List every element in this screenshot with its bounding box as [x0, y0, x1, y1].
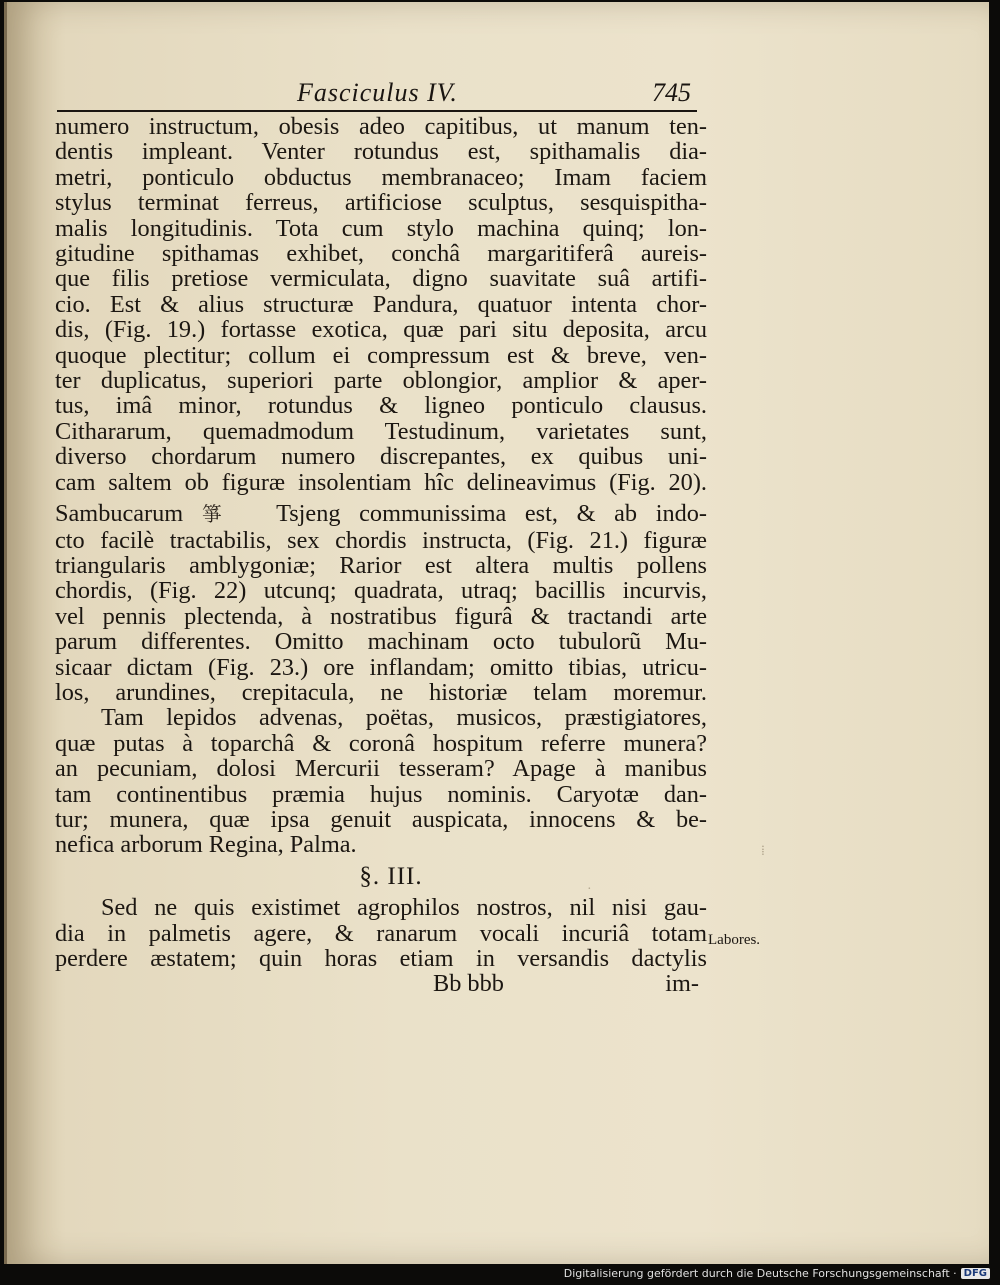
- text-line: Tam lepidos advenas, poëtas, musicos, præstigiatores,: [101, 704, 707, 732]
- chinese-character: 箏: [201, 502, 222, 527]
- text-line: quæ putas à toparchâ & coronâ hospitum referre munera?: [55, 729, 707, 757]
- text-line: diverso chordarum numero discrepantes, ex quibus uni-: [55, 443, 707, 471]
- text-line: quoque plectitur; collum ei compressum est & breve, ven-: [55, 341, 707, 369]
- bleed-through-mark: ⁞: [761, 844, 765, 859]
- running-title: Fasciculus IV.: [297, 78, 458, 107]
- text-line: que filis pretiose vermiculata, digno suavitate suâ artifi-: [55, 265, 707, 293]
- text-line: cam saltem ob figuræ insolentiam hîc delineavimus (Fig. 20).: [55, 468, 707, 496]
- page-footer: [55, 971, 707, 996]
- text-line: dia in palmetis agere, & ranarum vocali incuriâ totam: [55, 919, 707, 947]
- text-line: Sed ne quis existimet agrophilos nostros, nil nisi gau-: [101, 894, 707, 922]
- text-line: tur; munera, quæ ipsa genuit auspicata, innocens & be-: [55, 805, 707, 833]
- book-page: [4, 2, 989, 1264]
- text-line: metri, ponticulo obductus membranaceo; Imam faciem: [55, 163, 707, 191]
- margin-note: Labores.: [708, 932, 761, 948]
- text-line: dis, (Fig. 19.) fortasse exotica, quæ pari situ deposita, arcu: [55, 316, 707, 344]
- paragraph-2: [55, 705, 707, 857]
- text-line: numero instructum, obesis adeo capitibus, ut manum ten-: [55, 113, 707, 140]
- text-line: triangularis amblygoniæ; Rarior est altera multis pollens: [55, 551, 707, 579]
- text-line: tus, imâ minor, rotundus & ligneo ponticulo clausus.: [55, 392, 707, 420]
- section-heading: §. III.: [359, 862, 423, 890]
- text-line: los, arundines, crepitacula, ne historiæ telam moremur.: [55, 678, 707, 706]
- text-line: nefica arborum Regina, Palma.: [55, 831, 357, 859]
- text-line: parum differentes. Omitto machinam octo tubulorũ Mu-: [55, 628, 707, 656]
- text-line: sicaar dictam (Fig. 23.) ore inflandam; omitto tibias, utricu-: [55, 653, 707, 681]
- signature-mark: Bb bbb: [433, 970, 504, 998]
- catchword: im-: [665, 970, 699, 998]
- text-line: vel pennis plectenda, à nostratibus figurâ & tractandi arte: [55, 602, 707, 630]
- paragraph-1: [55, 114, 707, 705]
- text-line: Cithararum, quemadmodum Testudinum, varietates sunt,: [55, 417, 707, 445]
- digitization-credit: Digitalisierung gefördert durch die Deutsche Forschungsgemeinschaft ·: [563, 1267, 957, 1280]
- text-line: cio. Est & alius structuræ Pandura, quatuor intenta chor-: [55, 290, 707, 318]
- text-line: stylus terminat ferreus, artificiose sculptus, sesquispitha-: [55, 189, 707, 217]
- dfg-logo: DFG: [961, 1268, 990, 1279]
- text-line: cto facilè tractabilis, sex chordis instructa, (Fig. 21.) figuræ: [55, 526, 707, 554]
- text-line: dentis impleant. Venter rotundus est, spithamalis dia-: [55, 138, 707, 166]
- text-line: an pecuniam, dolosi Mercurii tesseram? Apage à manibus: [55, 755, 707, 783]
- text-line: gitudine spithamas exhibet, conchâ margaritiferâ aureis-: [55, 240, 707, 268]
- text-line: chordis, (Fig. 22) utcunq; quadrata, utraq; bacillis incurvis,: [55, 577, 707, 605]
- main-text: [55, 114, 707, 996]
- page-number: 745: [652, 78, 691, 107]
- digitization-footer: [564, 1267, 990, 1280]
- text-line: malis longitudinis. Tota cum stylo machina quinq; lon-: [55, 214, 707, 242]
- bleed-through-mark: ·: [587, 882, 592, 897]
- text-line: ter duplicatus, superiori parte oblongior, amplior & aper-: [55, 367, 707, 395]
- sambuca-line: [55, 501, 707, 527]
- text-line: perdere æstatem; quin horas etiam in versandis dactylis: [55, 945, 707, 972]
- sambuca-rest: Tsjeng communissima est, & ab indo-: [276, 500, 708, 528]
- text-line: tam continentibus præmia hujus nominis. Caryotæ dan-: [55, 780, 707, 808]
- sambuca-word: Sambucarum: [55, 500, 184, 528]
- running-header: [57, 76, 697, 112]
- paragraph-3: [55, 895, 707, 971]
